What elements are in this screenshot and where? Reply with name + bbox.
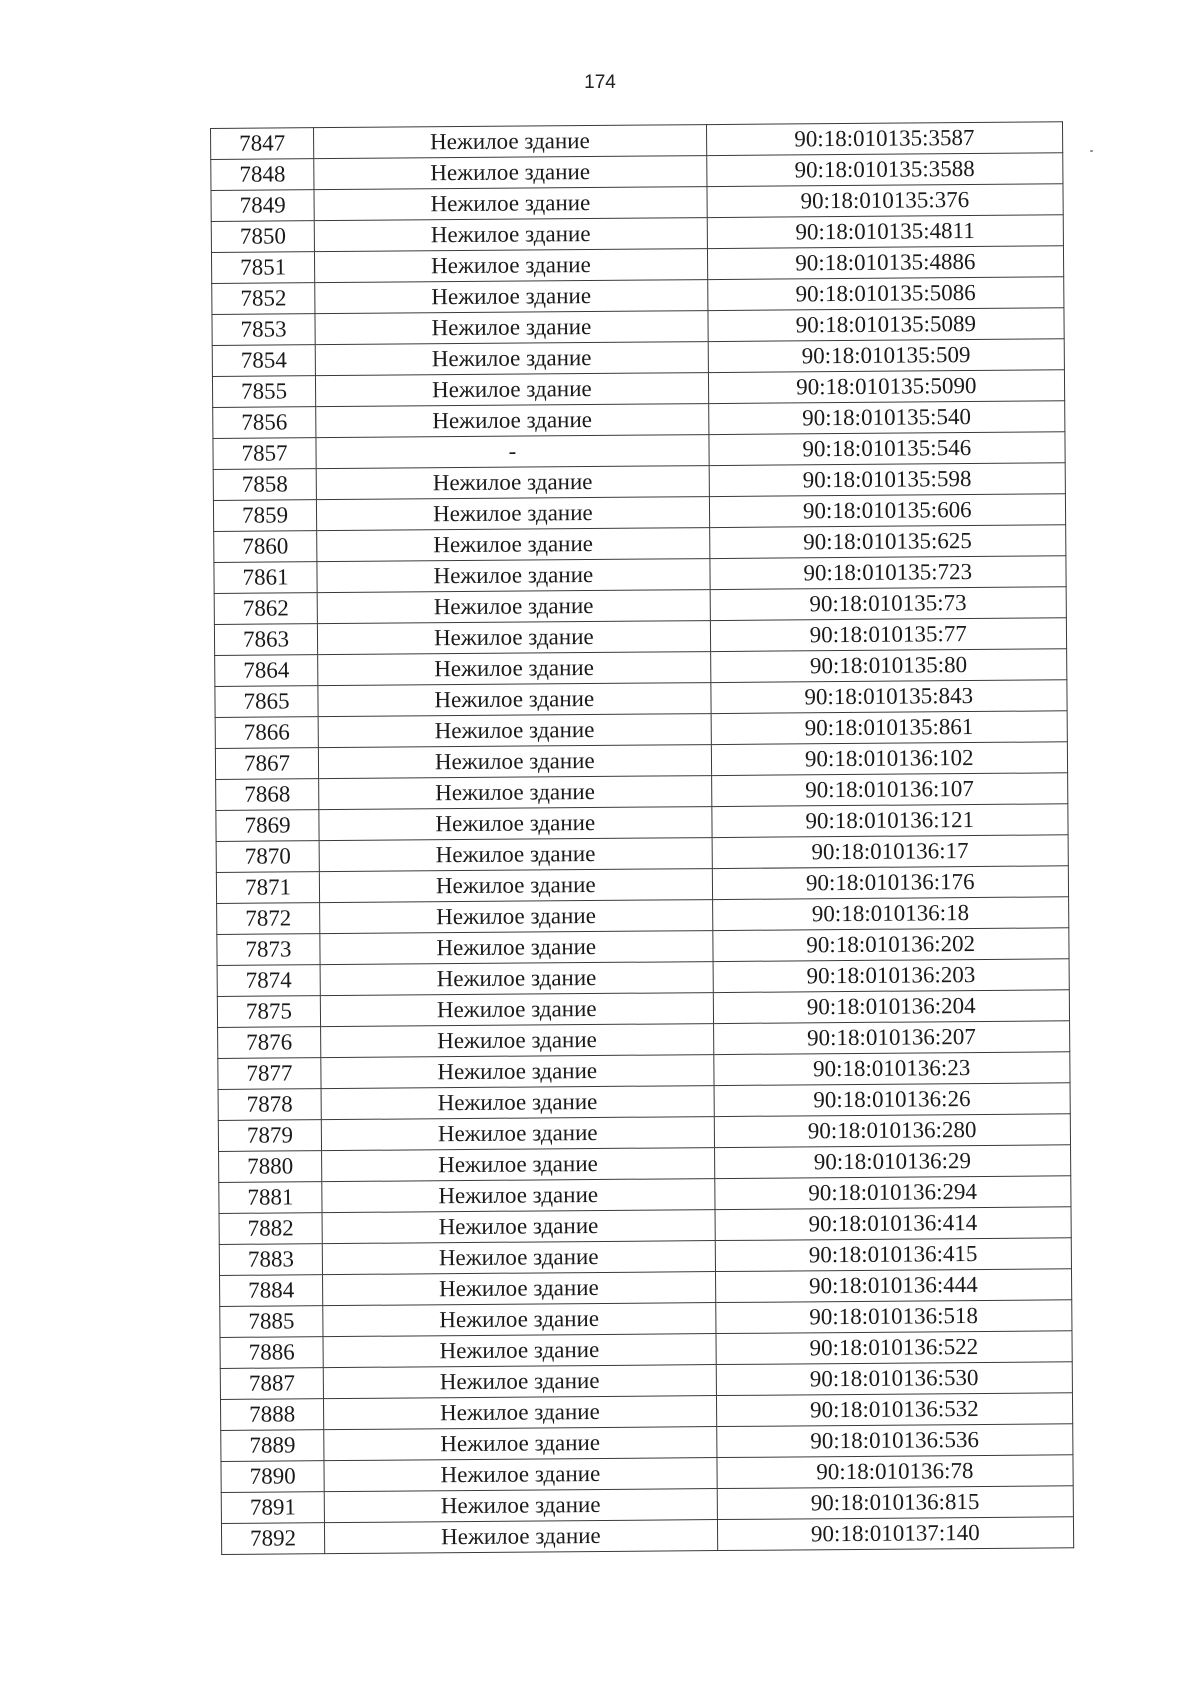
object-name-cell: Нежилое здание: [314, 187, 707, 221]
cadastral-number-cell: 90:18:010135:4886: [707, 246, 1064, 280]
object-name-cell: Нежилое здание: [317, 528, 710, 562]
object-name-cell: Нежилое здание: [317, 590, 710, 624]
object-name-cell: Нежилое здание: [323, 1272, 716, 1306]
object-name-cell: Нежилое здание: [319, 776, 712, 810]
object-name-cell: Нежилое здание: [318, 714, 711, 748]
row-number-cell: 7873: [217, 934, 320, 966]
object-name-cell: Нежилое здание: [321, 1024, 714, 1058]
cadastral-number-cell: 90:18:010136:536: [716, 1424, 1073, 1458]
cadastral-number-cell: 90:18:010135:5086: [707, 277, 1064, 311]
row-number-cell: 7869: [216, 810, 319, 842]
object-name-cell: Нежилое здание: [319, 838, 712, 872]
row-number-cell: 7852: [212, 283, 315, 315]
row-number-cell: 7870: [216, 841, 319, 873]
object-name-cell: Нежилое здание: [320, 962, 713, 996]
row-number-cell: 7884: [220, 1275, 323, 1307]
object-name-cell: Нежилое здание: [317, 497, 710, 531]
object-name-cell: Нежилое здание: [314, 156, 707, 190]
object-name-cell: Нежилое здание: [314, 125, 707, 159]
object-name-cell: Нежилое здание: [321, 1055, 714, 1089]
row-number-cell: 7858: [213, 469, 316, 501]
cadastral-number-cell: 90:18:010135:73: [710, 587, 1067, 621]
scan-speck: [1090, 150, 1093, 152]
row-number-cell: 7862: [214, 593, 317, 625]
cadastral-number-cell: 90:18:010137:140: [717, 1517, 1074, 1551]
row-number-cell: 7853: [212, 314, 315, 346]
object-name-cell: Нежилое здание: [318, 621, 711, 655]
row-number-cell: 7850: [211, 221, 314, 253]
object-name-cell: -: [316, 435, 709, 469]
cadastral-number-cell: 90:18:010136:414: [715, 1207, 1072, 1241]
row-number-cell: 7874: [217, 965, 320, 997]
object-name-cell: Нежилое здание: [323, 1365, 716, 1399]
table-body: [211, 122, 1074, 1555]
cadastral-number-cell: 90:18:010136:107: [711, 773, 1068, 807]
row-number-cell: 7878: [218, 1089, 321, 1121]
row-number-cell: 7865: [215, 686, 318, 718]
row-number-cell: 7885: [220, 1306, 323, 1338]
object-name-cell: Нежилое здание: [316, 466, 709, 500]
cadastral-number-cell: 90:18:010136:204: [713, 990, 1070, 1024]
row-number-cell: 7851: [211, 252, 314, 284]
row-number-cell: 7891: [221, 1492, 324, 1524]
cadastral-number-cell: 90:18:010135:723: [709, 556, 1066, 590]
cadastral-number-cell: 90:18:010136:530: [716, 1362, 1073, 1396]
cadastral-number-cell: 90:18:010135:4811: [707, 215, 1064, 249]
cadastral-number-cell: 90:18:010136:280: [714, 1114, 1071, 1148]
cadastral-number-cell: 90:18:010135:80: [710, 649, 1067, 683]
cadastral-number-cell: 90:18:010135:5089: [708, 308, 1065, 342]
row-number-cell: 7881: [219, 1182, 322, 1214]
cadastral-number-cell: 90:18:010136:18: [712, 897, 1069, 931]
cadastral-number-cell: 90:18:010136:522: [716, 1331, 1073, 1365]
object-name-cell: Нежилое здание: [318, 745, 711, 779]
object-name-cell: Нежилое здание: [324, 1396, 717, 1430]
row-number-cell: 7889: [221, 1430, 324, 1462]
cadastral-number-cell: 90:18:010136:29: [714, 1145, 1071, 1179]
cadastral-number-cell: 90:18:010136:78: [717, 1455, 1074, 1489]
object-name-cell: Нежилое здание: [324, 1489, 717, 1523]
row-number-cell: 7861: [214, 562, 317, 594]
row-number-cell: 7872: [217, 903, 320, 935]
object-name-cell: Нежилое здание: [321, 1117, 714, 1151]
object-name-cell: Нежилое здание: [315, 280, 708, 314]
object-name-cell: Нежилое здание: [320, 931, 713, 965]
row-number-cell: 7868: [216, 779, 319, 811]
row-number-cell: 7871: [216, 872, 319, 904]
row-number-cell: 7848: [211, 159, 314, 191]
cadastral-number-cell: 90:18:010136:102: [711, 742, 1068, 776]
cadastral-number-cell: 90:18:010136:26: [714, 1083, 1071, 1117]
row-number-cell: 7883: [219, 1244, 322, 1276]
object-name-cell: Нежилое здание: [324, 1427, 717, 1461]
object-name-cell: Нежилое здание: [314, 218, 707, 252]
cadastral-number-cell: 90:18:010135:3588: [706, 153, 1063, 187]
table-row: [221, 1517, 1073, 1555]
row-number-cell: 7888: [220, 1399, 323, 1431]
object-name-cell: Нежилое здание: [323, 1334, 716, 1368]
row-number-cell: 7849: [211, 190, 314, 222]
object-name-cell: Нежилое здание: [315, 342, 708, 376]
row-number-cell: 7857: [213, 438, 316, 470]
row-number-cell: 7860: [214, 531, 317, 563]
cadastral-number-cell: 90:18:010136:444: [715, 1269, 1072, 1303]
cadastral-number-cell: 90:18:010136:202: [712, 928, 1069, 962]
row-number-cell: 7879: [218, 1120, 321, 1152]
object-name-cell: Нежилое здание: [321, 1086, 714, 1120]
row-number-cell: 7886: [220, 1337, 323, 1369]
object-name-cell: Нежилое здание: [322, 1241, 715, 1275]
cadastral-number-cell: 90:18:010135:509: [708, 339, 1065, 373]
object-name-cell: Нежилое здание: [325, 1520, 718, 1554]
row-number-cell: 7880: [219, 1151, 322, 1183]
cadastral-number-cell: 90:18:010135:598: [709, 463, 1066, 497]
cadastral-number-cell: 90:18:010136:121: [711, 804, 1068, 838]
cadastral-number-cell: 90:18:010136:532: [716, 1393, 1073, 1427]
cadastral-number-cell: 90:18:010136:23: [713, 1052, 1070, 1086]
cadastral-number-cell: 90:18:010136:207: [713, 1021, 1070, 1055]
row-number-cell: 7866: [215, 717, 318, 749]
object-name-cell: Нежилое здание: [319, 869, 712, 903]
object-name-cell: Нежилое здание: [315, 311, 708, 345]
row-number-cell: 7892: [221, 1523, 324, 1555]
cadastral-number-cell: 90:18:010135:606: [709, 494, 1066, 528]
row-number-cell: 7875: [217, 996, 320, 1028]
row-number-cell: 7847: [211, 128, 314, 160]
registry-table: [210, 121, 1074, 1555]
object-name-cell: Нежилое здание: [318, 652, 711, 686]
cadastral-number-cell: 90:18:010135:861: [711, 711, 1068, 745]
cadastral-number-cell: 90:18:010136:415: [715, 1238, 1072, 1272]
object-name-cell: Нежилое здание: [322, 1179, 715, 1213]
object-name-cell: Нежилое здание: [322, 1210, 715, 1244]
row-number-cell: 7855: [212, 376, 315, 408]
row-number-cell: 7867: [215, 748, 318, 780]
cadastral-number-cell: 90:18:010136:815: [717, 1486, 1074, 1520]
cadastral-number-cell: 90:18:010136:203: [713, 959, 1070, 993]
row-number-cell: 7877: [218, 1058, 321, 1090]
cadastral-number-cell: 90:18:010135:5090: [708, 370, 1065, 404]
cadastral-number-cell: 90:18:010135:540: [708, 401, 1065, 435]
cadastral-number-cell: 90:18:010136:294: [714, 1176, 1071, 1210]
cadastral-number-cell: 90:18:010135:3587: [706, 122, 1063, 156]
row-number-cell: 7856: [213, 407, 316, 439]
cadastral-number-cell: 90:18:010135:77: [710, 618, 1067, 652]
object-name-cell: Нежилое здание: [315, 249, 708, 283]
cadastral-number-cell: 90:18:010135:625: [709, 525, 1066, 559]
object-name-cell: Нежилое здание: [320, 900, 713, 934]
object-name-cell: Нежилое здание: [324, 1458, 717, 1492]
row-number-cell: 7864: [215, 655, 318, 687]
row-number-cell: 7882: [219, 1213, 322, 1245]
page-number: 174: [584, 72, 616, 93]
object-name-cell: Нежилое здание: [319, 807, 712, 841]
row-number-cell: 7876: [218, 1027, 321, 1059]
object-name-cell: Нежилое здание: [320, 993, 713, 1027]
cadastral-number-cell: 90:18:010136:176: [712, 866, 1069, 900]
cadastral-number-cell: 90:18:010135:843: [710, 680, 1067, 714]
cadastral-number-cell: 90:18:010136:518: [715, 1300, 1072, 1334]
object-name-cell: Нежилое здание: [316, 373, 709, 407]
row-number-cell: 7859: [213, 500, 316, 532]
cadastral-number-cell: 90:18:010135:376: [707, 184, 1064, 218]
row-number-cell: 7890: [221, 1461, 324, 1493]
object-name-cell: Нежилое здание: [317, 559, 710, 593]
row-number-cell: 7854: [212, 345, 315, 377]
cadastral-number-cell: 90:18:010135:546: [708, 432, 1065, 466]
object-name-cell: Нежилое здание: [316, 404, 709, 438]
object-name-cell: Нежилое здание: [323, 1303, 716, 1337]
row-number-cell: 7887: [220, 1368, 323, 1400]
cadastral-number-cell: 90:18:010136:17: [712, 835, 1069, 869]
object-name-cell: Нежилое здание: [322, 1148, 715, 1182]
row-number-cell: 7863: [214, 624, 317, 656]
object-name-cell: Нежилое здание: [318, 683, 711, 717]
